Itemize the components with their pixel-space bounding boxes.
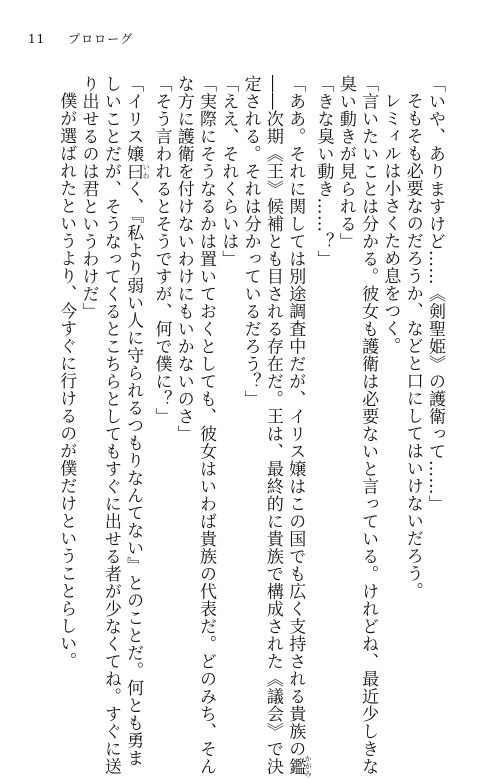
body-text [55, 75, 446, 778]
text-line-12: な方に護衛を付けないわけにもいかないのさ」 [173, 75, 194, 443]
text-line-2: そもそも必要なのだろうか、などと口にしてはいけないだろう。 [402, 92, 423, 600]
text-line-10: 「ええ、それくらいは」 [218, 75, 239, 268]
text-line-7 [284, 75, 313, 778]
page-header [28, 30, 133, 47]
text-line-15: しいことだが、そうなってくるとこちらとしてもすぐに出せる者が少なくてね。すぐに送 [100, 75, 121, 775]
text-line-17: 僕が選ばれたというより、今すぐに行けるのが僕だけということらしい。 [56, 92, 77, 670]
text-line-14-start: 「イリス嬢 [123, 75, 144, 163]
page-number: 11 [28, 32, 46, 46]
text-line-11: 「実際にそうなるかは置いておくとしても、彼女はいわば貴族の代表だ。どのみち、そん [196, 75, 217, 775]
text-line-1: 「いや、ありますけど……《剣聖姫》の護衛って……」 [425, 75, 445, 513]
chapter-title: プロローグ [68, 32, 134, 46]
text-line-3: レミィルは小さくため息をつく。 [380, 92, 401, 355]
text-line-16: り出せるのは君というわけだ」 [78, 75, 99, 320]
ruby-iwaku: 曰 いわ [123, 162, 151, 180]
text-line-6: 「きな臭い動き……？」 [313, 75, 334, 268]
text-line-14 [122, 75, 151, 767]
text-line-5: 臭い動きが見られる」 [335, 75, 356, 250]
ruby-kagami: 鑑 かがみ [285, 755, 313, 778]
text-line-13: 「そう言われるとそうですが、何で僕に？」 [151, 75, 172, 425]
text-line-8: ――次期《王》候補とも目される存在だ。王は、最終的に貴族で構成された《議会》で決 [262, 75, 283, 775]
text-line-14-end: く、『私より弱い人に守られるつもりなんてない』とのことだ。何とも勇ま [123, 180, 144, 767]
text-line-7-body: 「ああ。それに関しては別途調査中だが、イリス嬢はこの国でも広く支持される貴族の [285, 75, 306, 758]
text-line-9: 定される。それは分かっているだろう？」 [240, 75, 261, 408]
text-line-4: 「言いたいことは分かる。彼女も護衛は必要ないと言っている。けれどね、最近少しきな [358, 75, 379, 775]
